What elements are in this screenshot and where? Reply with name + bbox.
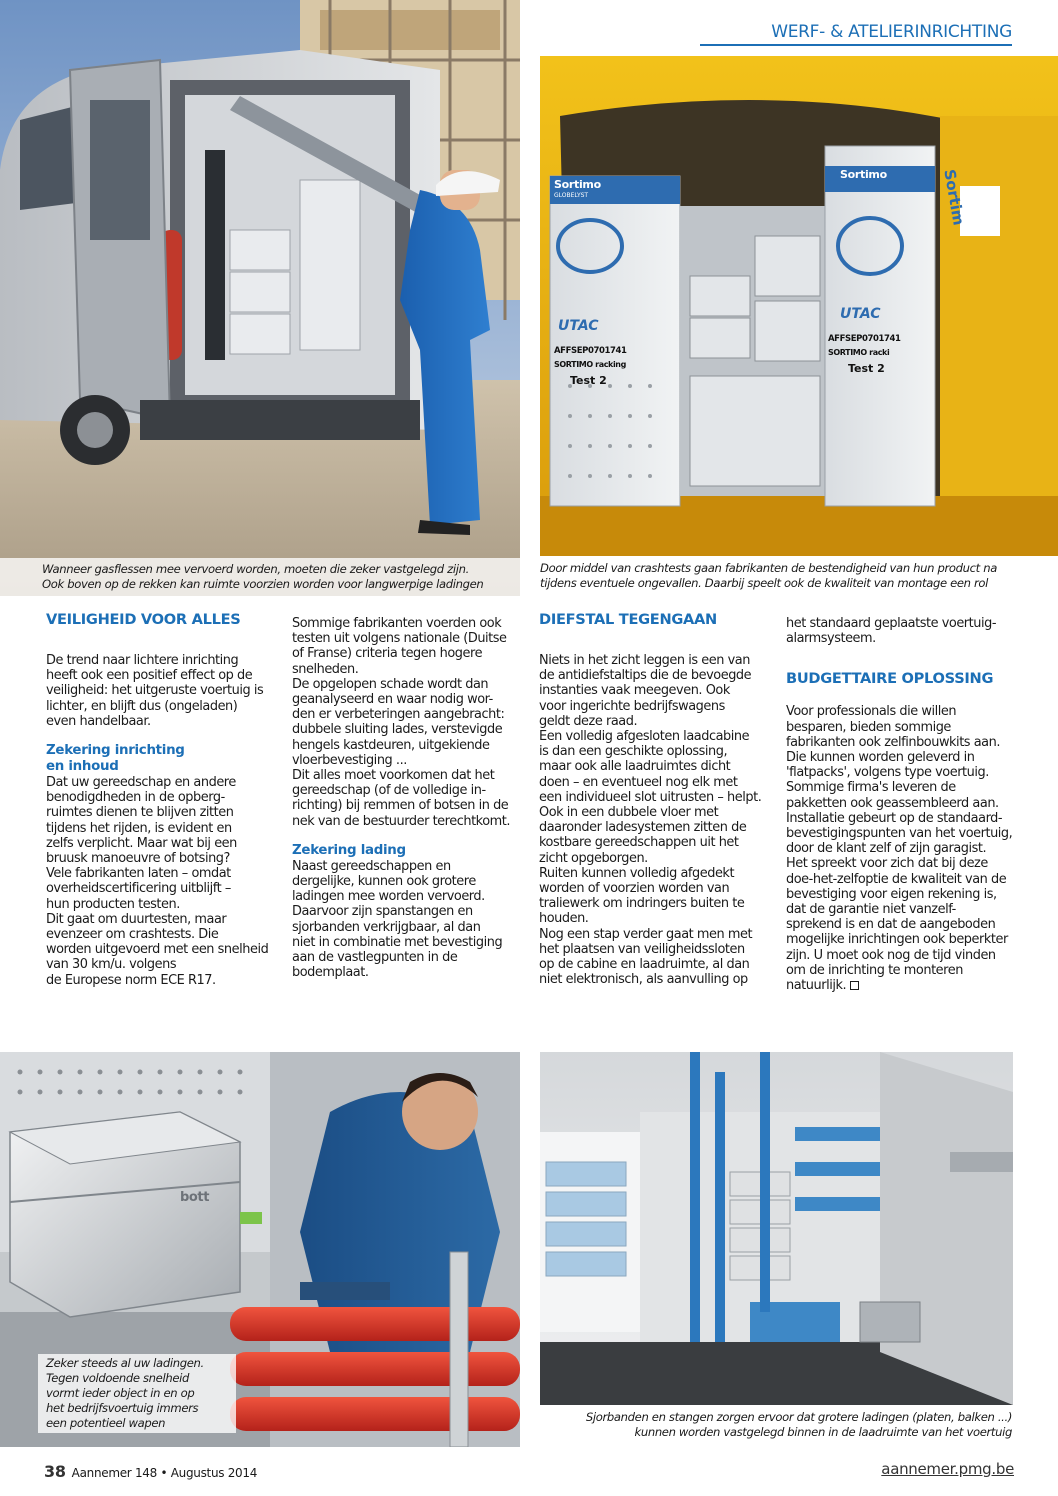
rack-right-label-brand: Sortimo bbox=[840, 168, 887, 181]
rack-right-label-test: Test 2 bbox=[848, 362, 885, 375]
article-column-4 bbox=[786, 616, 1026, 993]
rack-label-brand-sub: GLOBELYST bbox=[554, 192, 589, 199]
paragraph: het standaard geplaatste voertuig- alarmsysteem. bbox=[786, 616, 997, 647]
article-column-3 bbox=[539, 611, 779, 987]
subheading-zekering-inrichting: Zekering inrichting en inhoud bbox=[46, 743, 185, 775]
rack-label-test: Test 2 bbox=[570, 374, 607, 387]
paragraph: De trend naar lichtere inrichting heeft ook een positief effect op de veiligheid: het uitgeruste voertuig is lichter, en blijft dus (ongeladen) even handelbaar. bbox=[46, 653, 264, 729]
website-link[interactable]: aannemer.pmg.be bbox=[881, 1460, 1014, 1478]
paragraph: Naast gereedschappen en dergelijke, kunnen ook grotere ladingen mee worden vervoerd. Daarvoor zijn spanstangen en sjorbanden verkrijgbaar, al dan niet in combinatie met bevestiging aan de vastlegpunten in de bodemplaat. bbox=[292, 858, 503, 981]
rack-right-label-rack: SORTIMO racki bbox=[828, 348, 890, 357]
rack-label-brand: Sortimo bbox=[554, 178, 601, 191]
paragraph: Voor professionals die willen besparen, bieden sommige fabrikanten ook zelfinbouwkits aan. Die kunnen worden geleverd in 'flatpacks', volgens type voertuig. Sommige firma's leveren de pakketten ook geassembleerd aan. Installatie gebeurt op de standaard- bevestigingspunten van het voertuig, door de klant zelf of zijn garagist. Het spreekt voor zich dat bij deze doe-het-zelfoptie de kwaliteit van de bevestiging voor eigen rekening is, dat de garantie niet vanzelf- sprekend is en dat de aangeboden mogelijke inrichtingen ook beperkter zijn. U moet ook nog de tijd vinden om de inrichting te monteren natuurlijk. bbox=[786, 704, 1013, 994]
rack-right-label-code: AFFSEP0701741 bbox=[828, 334, 901, 344]
issue-label: Aannemer 148 • Augustus 2014 bbox=[71, 1466, 258, 1480]
photo-crashtest bbox=[540, 56, 1058, 556]
article-column-2 bbox=[292, 616, 532, 980]
van-logo: Sortim bbox=[940, 168, 968, 227]
caption-laadruimte: Sjorbanden en stangen zorgen ervoor dat grotere ladingen (platen, balken ...) kunnen worden vastgelegd binnen in de laadruimte van het voertuig bbox=[585, 1410, 1012, 1439]
caption-lading-zekeren: Zeker steeds al uw ladingen. Tegen voldoende snelheid vormt ieder object in en op het bedrijfsvoertuig immers een potentieel wapen bbox=[38, 1354, 236, 1433]
rack-label-rack: SORTIMO racking bbox=[554, 360, 626, 369]
photo-laadruimte bbox=[540, 1052, 1013, 1405]
caption-van-worker: Wanneer gasflessen mee vervoerd worden, moeten die zeker vastgelegd zijn. Ook boven op de rekken kan ruimte voorzien worden voor langwerpige ladingen bbox=[42, 562, 484, 591]
paragraph: Niets in het zicht leggen is een van de antidiefstaltips die de bevoegde instanties vaak meegeven. Ook voor ingerichte bedrijfswagens geldt deze raad. Een volledig afgesloten laadcabine is dan een geschikte oplossing, maar ook alle laadruimtes dicht doen – en eventueel nog elk met een individueel slot uitrusten – helpt. Ook in een dubbele vloer met daaronder ladesystemen zitten de kostbare gereedschappen uit het zicht opgeborgen. Ruiten kunnen volledig afgedekt worden of voorzien worden van traliewerk om indringers buiten te houden. Nog een stap verder gaat men met het plaatsen van veiligheidssloten op de cabine en laadruimte, al dan niet elektronisch, als aanvulling op bbox=[539, 653, 762, 988]
paragraph: Sommige fabrikanten voerden ook testen uit volgens nationale (Duitse of Franse) criteria tegen hogere snelheden. De opgelopen schade wordt dan geanalyseerd en waar nodig wor- den er verbeteringen aangebracht: dubbele sluiting lades, verstevigde hengels kastdeuren, uitgekiende vloerbevestiging ... Dit alles moet voorkomen dat het gereedschap (of de volledige in- richting) bij remmen of botsen in de nek van de bestuurder terechtkomt. bbox=[292, 616, 511, 829]
heading-diefstal: DIEFSTAL TEGENGAAN bbox=[539, 611, 717, 628]
box-logo: bott bbox=[180, 1190, 210, 1205]
footer-issue bbox=[44, 1462, 257, 1481]
rack-label-code: AFFSEP0701741 bbox=[554, 346, 627, 356]
subheading-zekering-lading: Zekering lading bbox=[292, 842, 406, 858]
page-number: 38 bbox=[44, 1462, 66, 1481]
article-column-1 bbox=[46, 611, 286, 988]
heading-budgettaire: BUDGETTAIRE OPLOSSING bbox=[786, 670, 994, 688]
section-title: WERF- & ATELIERINRICHTING bbox=[700, 22, 1012, 46]
rack-label-logo: UTAC bbox=[558, 318, 599, 334]
rack-right-label-logo: UTAC bbox=[840, 306, 881, 322]
end-mark-icon bbox=[850, 981, 859, 990]
photo-van-worker bbox=[0, 0, 520, 596]
paragraph: Dat uw gereedschap en andere benodigdheden in de opberg- ruimtes dienen te blijven zitten tijdens het rijden, is evident en zelfs verplicht. Maar wat bij een bruusk manoeuvre of botsing? Vele fabrikanten laten – omdat overheidscertificering uitblijft – hun producten testen. Dit gaat om duurtesten, maar evenzeer om crashtests. Die worden uitgevoerd met een snelheid van 30 km/u. volgens de Europese norm ECE R17. bbox=[46, 775, 269, 988]
caption-crashtest: Door middel van crashtests gaan fabrikanten de bestendigheid van hun product na tijdens eventuele ongevallen. Daarbij speelt ook de kwaliteit van montage een rol bbox=[540, 561, 997, 590]
heading-veiligheid: VEILIGHEID VOOR ALLES bbox=[46, 611, 241, 628]
